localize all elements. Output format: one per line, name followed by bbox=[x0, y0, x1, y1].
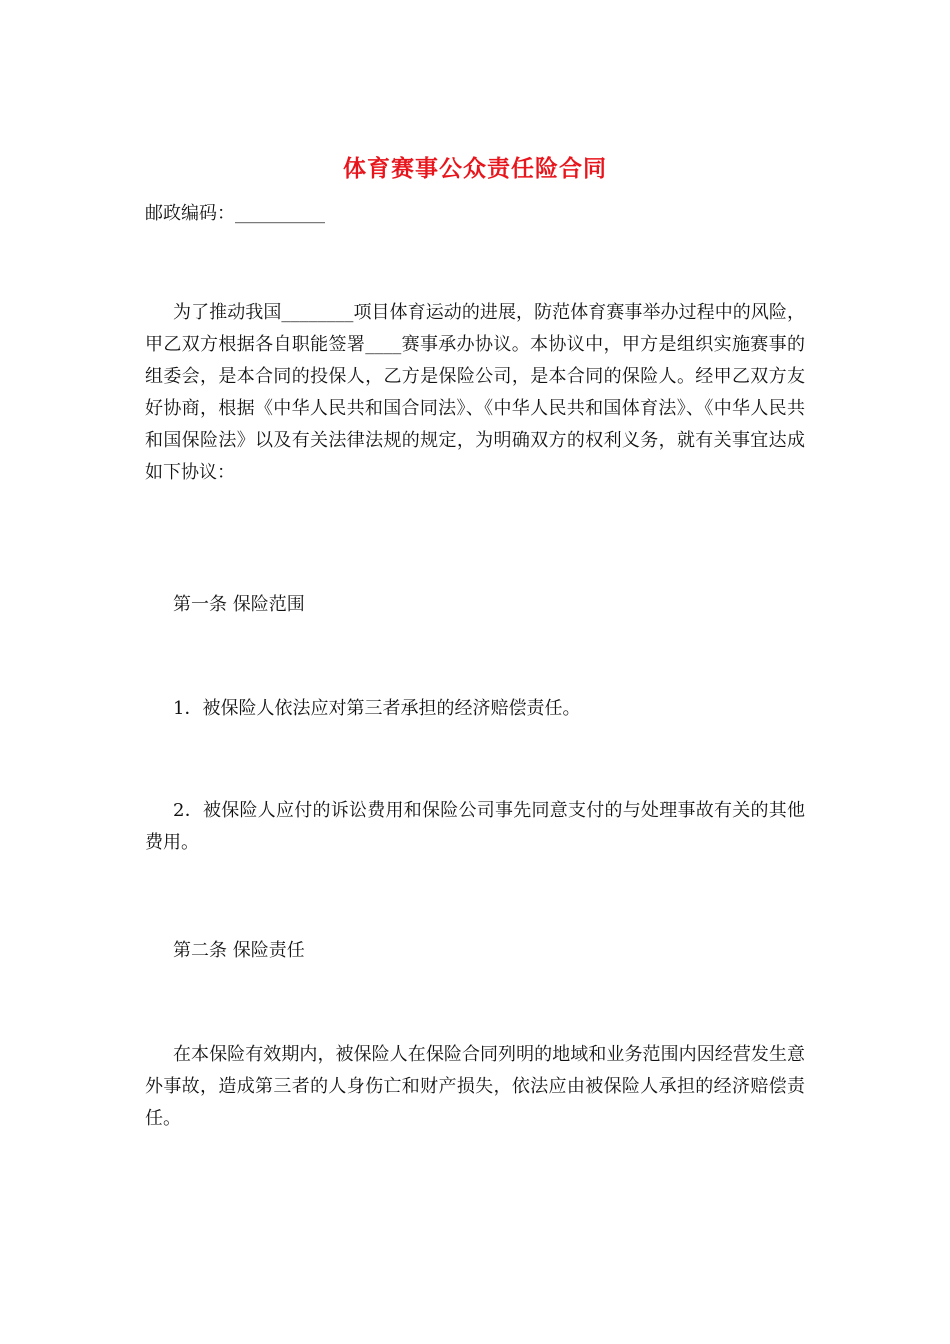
article-2-paragraph: 在本保险有效期内，被保险人在保险合同列明的地域和业务范围内因经营发生意外事故，造成第三者的人身伤亡和财产损失，依法应由被保险人承担的经济赔偿责任。 bbox=[145, 1044, 805, 1129]
intro-paragraph: 为了推动我国________项目体育运动的进展，防范体育赛事举办过程中的风险，甲乙双方根据各自职能签署____赛事承办协议。本协议中，甲方是组织实施赛事的组委会，是本合同的投保人，乙方是保险公司，是本合同的保险人。经甲乙双方友好协商，根据《中华人民共和国合同法》、《中华人民共和国体育法》、《中华人民共和国保险法》以及有关法律法规的规定，为明确双方的权利义务，就有关事宜达成如下协议： bbox=[145, 302, 805, 483]
postal-code-line: 邮政编码：__________ bbox=[145, 203, 325, 224]
article-1-item-2: 2．被保险人应付的诉讼费用和保险公司事先同意支付的与处理事故有关的其他费用。 bbox=[145, 800, 805, 853]
article-1-heading: 第一条 保险范围 bbox=[173, 594, 305, 615]
article-1-item-1: 1．被保险人依法应对第三者承担的经济赔偿责任。 bbox=[173, 698, 581, 719]
document-title: 体育赛事公众责任险合同 bbox=[343, 155, 607, 182]
article-2-heading: 第二条 保险责任 bbox=[173, 940, 305, 961]
